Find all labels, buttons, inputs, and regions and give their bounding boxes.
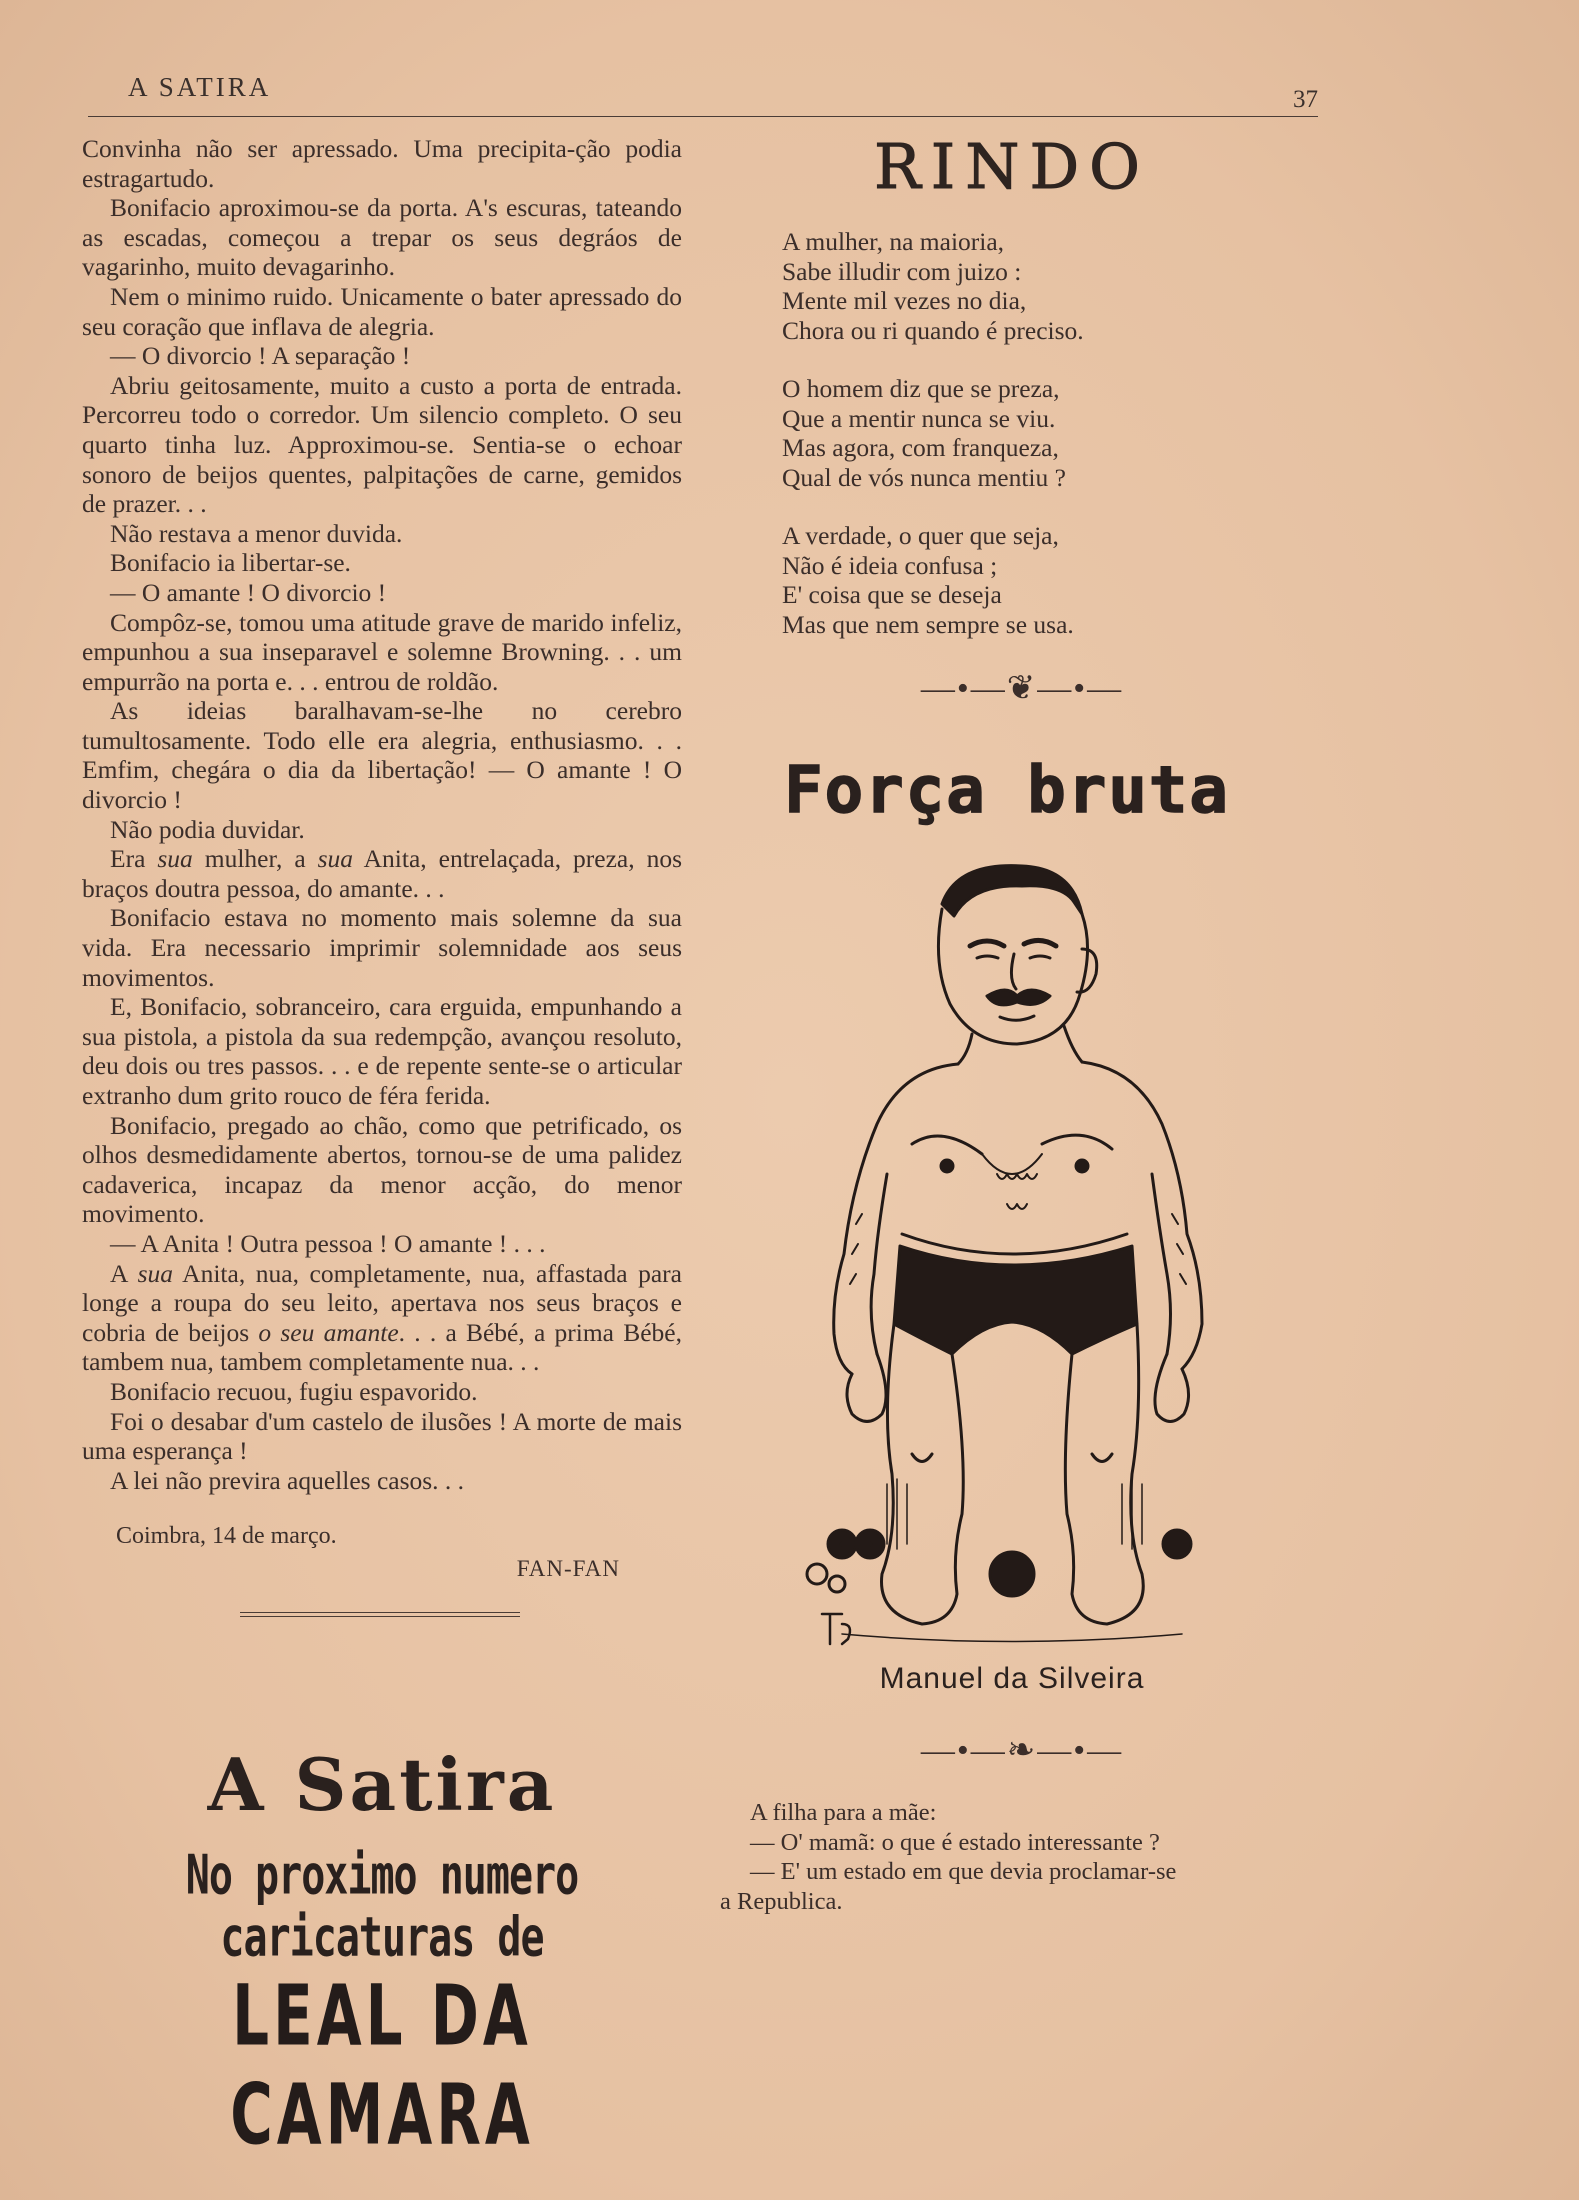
poem-stanza xyxy=(782,521,1322,639)
story-paragraph: Foi o desabar d'um castelo de ilusões ! A morte de mais uma esperança ! xyxy=(82,1406,682,1466)
left-column xyxy=(82,134,682,1617)
text-run: Anita, nua, completamente, nua, affastada para longe a roupa do seu leito, apertava nos seus braços e cobria de beijos xyxy=(82,1258,682,1347)
story-paragraph: Não restava a menor duvida. xyxy=(110,518,403,548)
caricaturist-name: Manuel da Silveira xyxy=(879,1662,1145,1695)
story-paragraph: Bonifacio aproximou-se da porta. A's escuras, tateando as escadas, começou a trepar os seus degráos de vagarinho, muito devagarinho. xyxy=(82,193,682,282)
story-paragraph: Abriu geitosamente, muito a custo a porta de entrada. Percorreu todo o corredor. Um silencio completo. O seu quarto tinha luz. Approximou-se. Sentia-se o echoar sonoro de beijos quentes, palpitações de carne, gemidos de prazer. . . xyxy=(82,370,682,519)
promo-line: No proximo numero caricaturas de xyxy=(185,1844,579,1970)
fleuron-icon: —•—❦—•— xyxy=(920,670,1124,707)
story-paragraph: Bonifacio estava no momento mais solemne da sua vida. Era necessario imprimir solemnidade aos seus movimentos. xyxy=(82,903,682,992)
text-run: Anita, entrelaçada, preza, nos braços doutra pessoa, do amante. . . xyxy=(82,844,683,903)
divider-rule xyxy=(240,1612,520,1617)
story-paragraph: Convinha não ser apressado. Uma precipita-ção podia estragartudo. xyxy=(82,134,682,193)
text-run: Era xyxy=(110,844,158,874)
story-paragraph: Bonifacio ia libertar-se. xyxy=(110,548,351,578)
header-rule xyxy=(88,116,1318,117)
story-paragraph xyxy=(82,1259,682,1377)
running-title: A SATIRA xyxy=(128,72,272,102)
ornament-divider xyxy=(722,1730,1322,1770)
poem-line: Mente mil vezes no dia, xyxy=(782,286,1027,315)
right-column xyxy=(722,130,1322,1916)
story-paragraph: Bonifacio, pregado ao chão, como que petrificado, os olhos desmedidamente abertos, tornou-se de uma palidez cadaverica, incapaz da menor acção, do menor movimento. xyxy=(82,1110,682,1229)
joke-line: — E' um estado em que devia proclamar-se xyxy=(750,1858,1177,1885)
poem-line: Que a mentir nunca se viu. xyxy=(782,403,1056,433)
poem xyxy=(782,227,1322,639)
emphasis: o seu amante xyxy=(258,1317,399,1347)
poem-line: O homem diz que se preza, xyxy=(782,374,1060,403)
story-text xyxy=(82,134,682,1495)
promo-title: A Satira xyxy=(207,1742,557,1827)
story-paragraph: A lei não previra aquelles casos. . . xyxy=(110,1465,465,1495)
story-paragraph: Nem o minimo ruido. Unicamente o bater apressado do seu coração que inflava de alegria. xyxy=(82,281,682,341)
fleuron-icon: —•—❧—•— xyxy=(920,1732,1124,1769)
joke-line: A filha para a mãe: xyxy=(750,1799,937,1826)
story-paragraph: Não podia duvidar. xyxy=(110,814,305,844)
story-paragraph: As ideias baralhavam-se-lhe no cerebro tumultosamente. Todo elle era alegria, enthusiasmo. . . Emfim, chegára o dia da libertação! — O amante ! O divorcio ! xyxy=(82,696,682,815)
poem-line: Não é ideia confusa ; xyxy=(782,550,998,580)
author-signature: FAN-FAN xyxy=(516,1556,620,1582)
emphasis: sua xyxy=(137,1258,174,1288)
poem-title: RINDO xyxy=(874,130,1150,203)
poem-line: Qual de vós nunca mentiu ? xyxy=(782,462,1066,492)
poem-line: Mas que nem sempre se usa. xyxy=(782,609,1074,639)
story-paragraph xyxy=(82,844,682,903)
story-paragraph: — O amante ! O divorcio ! xyxy=(110,577,387,607)
emphasis: sua xyxy=(317,844,354,874)
story-paragraph: — A Anita ! Outra pessoa ! O amante ! . . . xyxy=(110,1228,546,1258)
poem-line: E' coisa que se deseja xyxy=(782,580,1002,609)
joke-line: — O' mamã: o que é estado interessante ? xyxy=(750,1828,1160,1856)
poem-line: Mas agora, com franqueza, xyxy=(782,433,1059,462)
text-run: A xyxy=(110,1258,138,1288)
emphasis: sua xyxy=(157,844,193,874)
page-header xyxy=(88,68,1318,118)
joke-dialogue xyxy=(720,1798,1320,1916)
text-run: . . . a Bébé, a prima Bébé, tambem nua, tambem completamente nua. . . xyxy=(82,1317,682,1377)
text-run: mulher, a xyxy=(192,844,318,874)
promo-box xyxy=(82,1742,682,2164)
story-paragraph: Bonifacio recuou, fugiu espavorido. xyxy=(110,1376,478,1406)
promo-artist: LEAL DA CAMARA xyxy=(230,1966,534,2164)
feature-title: Força bruta xyxy=(784,754,1230,828)
ornament-divider xyxy=(722,668,1322,708)
poem-line: A verdade, o quer que seja, xyxy=(782,521,1059,550)
strongman-caricature xyxy=(782,854,1242,1654)
poem-stanza xyxy=(782,374,1322,492)
story-paragraph: — O divorcio ! A separação ! xyxy=(110,341,411,371)
poem-line: Chora ou ri quando é preciso. xyxy=(782,315,1084,345)
poem-line: Sabe illudir com juizo : xyxy=(782,256,1022,286)
story-paragraph: Compôz-se, tomou uma atitude grave de marido infeliz, empunhou a sua inseparavel e solemne Browning. . . um empurrão na porta e. . . entrou de roldão. xyxy=(82,607,682,696)
place-date: Coimbra, 14 de março. xyxy=(116,1523,337,1550)
joke-line: a Republica. xyxy=(720,1887,843,1915)
page-number: 37 xyxy=(1293,86,1318,113)
story-paragraph: E, Bonifacio, sobranceiro, cara erguida, empunhando a sua pistola, a pistola da sua redempção, avançou resoluto, deu dois ou tres passos. . . e de repente sente-se o articular extranho dum grito rouco de féra ferida. xyxy=(82,992,682,1110)
poem-stanza xyxy=(782,227,1322,345)
poem-line: A mulher, na maioria, xyxy=(782,227,1005,256)
